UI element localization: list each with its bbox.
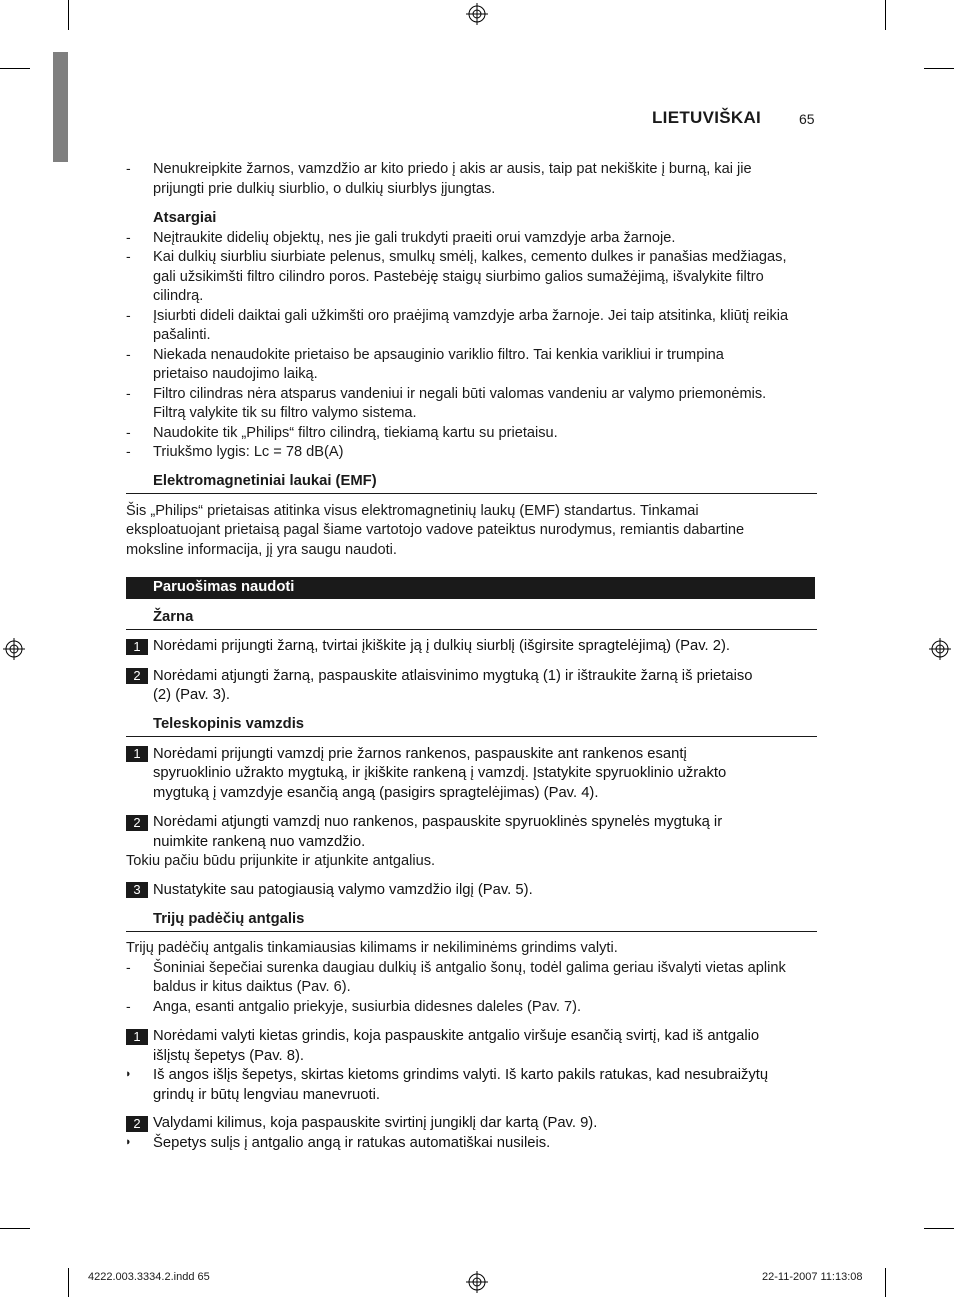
step-text: Nustatykite sau patogiausią valymo vamzdžio ilgį (Pav. 5). — [153, 882, 533, 898]
divider — [126, 931, 817, 932]
text-line: gali užsikimšti filtro cilindro poros. Pastebėję staigų siurbimo galios sumažėjimą, išvalykite filtro — [153, 269, 764, 285]
step-text: spyruoklinio užrakto mygtuką, ir įkiškite rankeną į vamzdį. Įstatykite spyruoklinio užrakto — [153, 765, 727, 781]
step-text: nuimkite rankeną nuo vamzdžio. — [153, 834, 366, 850]
text-line: eksploatuojant prietaisą pagal šiame vartotojo vadove pateiktus nurodymus, remiantis dabartine — [126, 522, 745, 538]
text-line: Neįtraukite didelių objektų, nes jie gali trukdyti praeiti orui vamzdyje arba žarnoje. — [153, 230, 676, 246]
divider — [126, 493, 817, 494]
result-arrow-icon: ◗ — [125, 1136, 132, 1148]
registration-mark-icon — [3, 638, 25, 660]
emf-heading: Elektromagnetiniai laukai (EMF) — [153, 473, 377, 489]
result-text: Šepetys sulįs į antgalio angą ir ratukas automatiškai nusileis. — [153, 1135, 551, 1151]
bullet-dash: - — [126, 385, 131, 401]
text-line: Triukšmo lygis: Lc = 78 dB(A) — [153, 444, 344, 460]
text-line: prietaiso naudojimo laiką. — [153, 366, 318, 382]
footer-date: 22-11-2007 11:13:08 — [762, 1271, 863, 1283]
text-line: Filtrą valykite tik su filtro valymo sistema. — [153, 405, 417, 421]
divider — [126, 629, 817, 630]
step-number: 3 — [126, 882, 148, 898]
step-number: 2 — [126, 1116, 148, 1132]
bullet-dash: - — [126, 229, 131, 245]
crop-mark — [68, 0, 69, 30]
result-text: grindų ir būtų lengviau manevruoti. — [153, 1087, 381, 1103]
crop-mark — [0, 1228, 30, 1229]
text-line: prijungti prie dulkių siurblio, o dulkių siurblys įjungtas. — [153, 181, 496, 197]
crop-mark — [924, 1228, 954, 1229]
nozzle-heading: Trijų padėčių antgalis — [153, 911, 305, 927]
step-text: Norėdami atjungti vamzdį nuo rankenos, paspauskite spyruoklinės spynelės mygtuką ir — [153, 814, 723, 830]
bullet-dash: - — [126, 959, 131, 975]
section-title: Paruošimas naudoti — [153, 579, 295, 595]
page-number: 65 — [799, 111, 815, 127]
text-line: baldus ir kitus daiktus (Pav. 6). — [153, 979, 351, 995]
footer-file: 4222.003.3334.2.indd 65 — [88, 1271, 210, 1283]
bullet-dash: - — [126, 307, 131, 323]
text-line: Nenukreipkite žarnos, vamzdžio ar kito priedo į akis ar ausis, taip pat nekiškite į burną, kai jie — [153, 161, 752, 177]
text-line: Anga, esanti antgalio priekyje, susiurbia didesnes daleles (Pav. 7). — [153, 999, 582, 1015]
step-number: 1 — [126, 746, 148, 762]
crop-mark — [68, 1268, 69, 1297]
text-line: Filtro cilindras nėra atsparus vandeniui ir negali būti valomas vandeniu ar valymo priemonėmis. — [153, 386, 767, 402]
step-text: Norėdami valyti kietas grindis, koja paspauskite antgalio viršuje esančią svirtį, kad iš antgalio — [153, 1028, 760, 1044]
registration-mark-icon — [466, 1271, 488, 1293]
step-text: Norėdami prijungti žarną, tvirtai įkiškite ją į dulkių siurblį (išgirsite spragtelėjimą) (Pav. 2). — [153, 638, 730, 654]
step-text: mygtuką į vamzdyje esančią angą (pasigirs spragtelėjimas) (Pav. 4). — [153, 785, 599, 801]
step-number: 1 — [126, 1029, 148, 1045]
bullet-dash: - — [126, 346, 131, 362]
text-line: Kai dulkių siurbliu siurbiate pelenus, smulkų smėlį, kalkes, cemento dulkes ir panašias medžiagas, — [153, 249, 787, 265]
text-line: cilindrą. — [153, 288, 204, 304]
crop-mark — [885, 1268, 886, 1297]
step-text: Norėdami atjungti žarną, paspauskite atlaisvinimo mygtuką (1) ir ištraukite žarną iš prietaiso — [153, 668, 753, 684]
bullet-dash: - — [126, 998, 131, 1014]
text-line: Tokiu pačiu būdu prijunkite ir atjunkite antgalius. — [126, 853, 436, 869]
step-text: Norėdami prijungti vamzdį prie žarnos rankenos, paspauskite ant rankenos esantį — [153, 746, 687, 762]
step-text: Valydami kilimus, koja paspauskite svirtinį jungiklį dar kartą (Pav. 9). — [153, 1115, 598, 1131]
result-text: Iš angos išlįs šepetys, skirtas kietoms grindims valyti. Iš karto pakils ratukas, kad nesubraižytų — [153, 1067, 769, 1083]
text-line: Niekada nenaudokite prietaiso be apsauginio variklio filtro. Tai kenkia varikliui ir trumpina — [153, 347, 724, 363]
bullet-dash: - — [126, 443, 131, 459]
step-number: 2 — [126, 815, 148, 831]
step-number: 1 — [126, 639, 148, 655]
crop-mark — [924, 68, 954, 69]
text-line: Šoniniai šepečiai surenka daugiau dulkių iš antgalio šonų, todėl galima geriau išvalyti vietas aplink — [153, 960, 786, 976]
result-arrow-icon: ◗ — [125, 1068, 132, 1080]
text-line: moksline informacija, jį yra saugu naudoti. — [126, 542, 397, 558]
divider — [126, 736, 817, 737]
tube-heading: Teleskopinis vamzdis — [153, 716, 305, 732]
text-line: Naudokite tik „Philips“ filtro cilindrą, tiekiamą kartu su prietaisu. — [153, 425, 558, 441]
step-number: 2 — [126, 668, 148, 684]
hose-heading: Žarna — [153, 609, 194, 625]
registration-mark-icon — [466, 3, 488, 25]
language-header: LIETUVIŠKAI — [652, 108, 762, 127]
caution-heading: Atsargiai — [153, 210, 217, 226]
step-text: išlįstų šepetys (Pav. 8). — [153, 1048, 305, 1064]
crop-mark — [885, 0, 886, 30]
registration-mark-icon — [929, 638, 951, 660]
crop-mark — [0, 68, 30, 69]
step-text: (2) (Pav. 3). — [153, 687, 231, 703]
text-line: Trijų padėčių antgalis tinkamiausias kilimams ir nekiliminėms grindims valyti. — [126, 940, 618, 956]
bullet-dash: - — [126, 248, 131, 264]
text-line: pašalinti. — [153, 327, 211, 343]
bullet-dash: - — [126, 424, 131, 440]
text-line: Įsiurbti dideli daiktai gali užkimšti oro praėjimą vamzdyje arba žarnoje. Jei taip atsitinka, kliūtį reikia — [153, 308, 789, 324]
text-line: Šis „Philips“ prietaisas atitinka visus elektromagnetinių laukų (EMF) standartus. Tinkamai — [126, 503, 699, 519]
language-tab-bar — [53, 52, 68, 162]
section-bar — [126, 577, 815, 599]
bullet-dash: - — [126, 160, 131, 176]
